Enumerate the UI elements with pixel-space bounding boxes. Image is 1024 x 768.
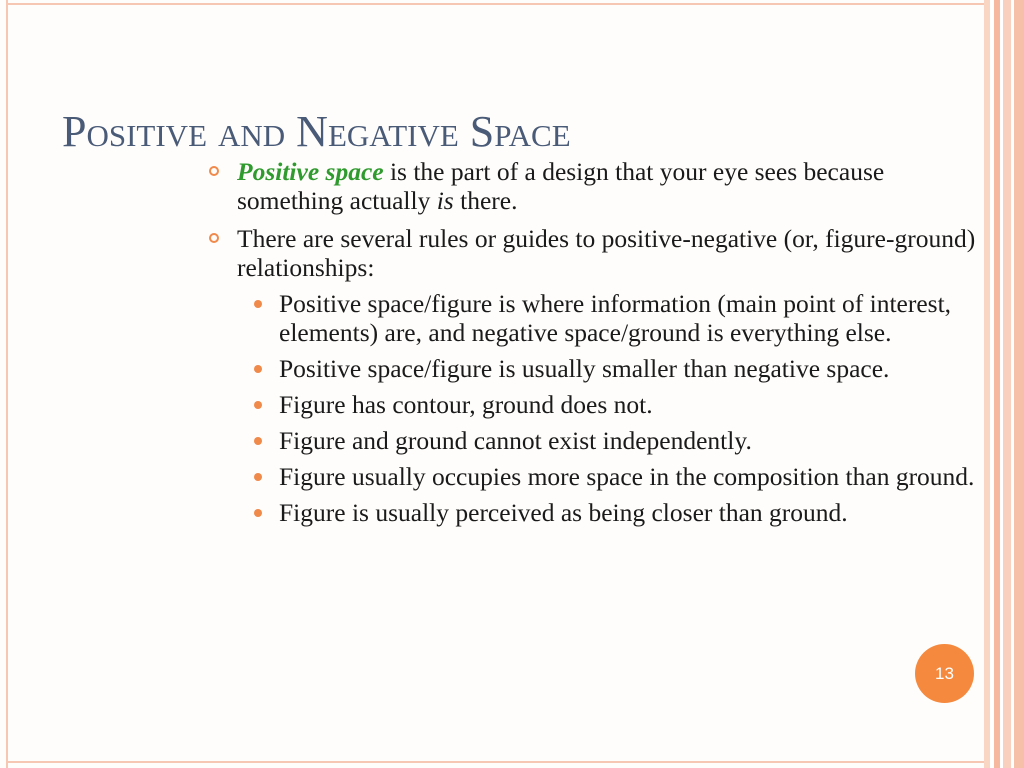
dot-bullet-icon — [254, 300, 262, 308]
page-number-badge: 13 — [915, 644, 974, 703]
sub-bullet-item — [237, 390, 983, 419]
sub-bullet-text: Positive space/figure is usually smaller than negative space. — [279, 354, 890, 383]
decorative-stripe — [1003, 0, 1011, 768]
bullet-item — [208, 157, 983, 215]
slide-border-bottom — [6, 761, 984, 763]
sub-bullet-item — [237, 426, 983, 455]
text-run: is the part of a design that your eye sees because something actually — [237, 157, 885, 215]
emphasis-term: Positive space — [237, 157, 384, 186]
bullet-text — [237, 157, 884, 215]
sub-bullet-text: Positive space/figure is where information (main point of interest, elements) are, and negative space/ground is everything else. — [279, 289, 952, 347]
dot-bullet-icon — [254, 401, 262, 409]
sub-bullet-text: Figure usually occupies more space in the composition than ground. — [279, 462, 975, 491]
sub-bullet-list — [237, 289, 983, 527]
sub-bullet-text: Figure has contour, ground does not. — [279, 390, 653, 419]
bullet-text — [237, 224, 975, 282]
dot-bullet-icon — [254, 365, 262, 373]
sub-bullet-item — [237, 498, 983, 527]
slide-title: Positive and Negative Space — [62, 107, 571, 156]
text-run: there. — [453, 186, 518, 215]
slide-border-top — [6, 3, 984, 5]
sub-bullet-item — [237, 462, 983, 491]
decorative-stripe — [1014, 0, 1024, 768]
ring-bullet-icon — [209, 166, 219, 176]
dot-bullet-icon — [254, 473, 262, 481]
sub-bullet-item — [237, 354, 983, 383]
sub-bullet-item — [237, 289, 983, 347]
dot-bullet-icon — [254, 437, 262, 445]
sub-bullet-text: Figure is usually perceived as being closer than ground. — [279, 498, 848, 527]
slide-border-left — [6, 0, 8, 768]
italic-text: is — [436, 186, 454, 215]
text-run: There are several rules or guides to positive-negative (or, figure-ground) relationships: — [237, 224, 976, 282]
dot-bullet-icon — [254, 509, 262, 517]
bullet-list — [208, 157, 983, 536]
bullet-item — [208, 224, 983, 527]
sub-bullet-text: Figure and ground cannot exist independently. — [279, 426, 752, 455]
ring-bullet-icon — [209, 233, 219, 243]
